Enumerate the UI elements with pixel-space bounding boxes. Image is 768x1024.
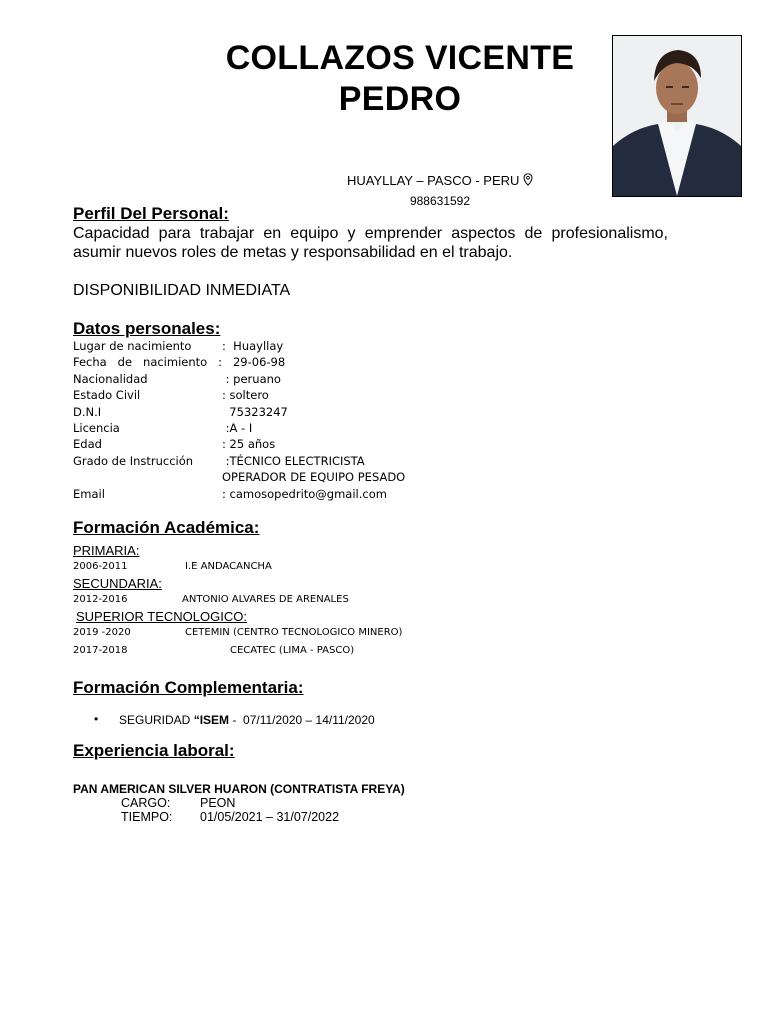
datos-value-grado-2: OPERADOR DE EQUIPO PESADO <box>222 470 406 485</box>
primaria-school: I.E ANDACANCHA <box>185 561 272 572</box>
phone-number: 988631592 <box>409 194 471 208</box>
complementaria-item-prefix: SEGURIDAD <box>119 713 194 727</box>
tiempo-value: 01/05/2021 – 31/07/2022 <box>200 810 340 824</box>
cargo-value: PEON <box>200 796 236 810</box>
datos-label-nacionalidad: Nacionalidad <box>73 371 148 386</box>
secundaria-school: ANTONIO ALVARES DE ARENALES <box>182 594 349 605</box>
perfil-text-line-2: asumir nuevos roles de metas y responsabilidad en el trabajo. <box>73 244 513 261</box>
secundaria-label: SECUNDARIA: <box>73 576 162 591</box>
datos-heading: Datos personales: <box>73 319 221 338</box>
datos-value-estado-civil: : soltero <box>222 388 269 403</box>
primaria-label: PRIMARIA: <box>73 543 140 558</box>
datos-value-edad: : 25 años <box>222 437 276 452</box>
datos-label-estado-civil: Estado Civil <box>73 388 141 403</box>
datos-value-dni: 75323247 <box>222 404 288 419</box>
location-pin-icon <box>523 173 533 188</box>
datos-value-nacionalidad: : peruano <box>222 371 281 386</box>
superior-2-years: 2017-2018 <box>73 645 128 656</box>
name-line-1: COLLAZOS VICENTE <box>225 39 575 77</box>
profile-photo <box>612 35 742 197</box>
datos-value-fecha: 29-06-98 <box>222 355 286 370</box>
datos-value-licencia: :A - I <box>222 421 253 435</box>
cargo-label: CARGO: <box>121 796 171 810</box>
datos-label-fecha: Fecha de nacimiento : <box>73 355 223 370</box>
availability-text: DISPONIBILIDAD INMEDIATA <box>73 282 291 299</box>
datos-label-dni: D.N.I <box>73 404 102 419</box>
superior-label: SUPERIOR TECNOLOGICO: <box>76 609 247 624</box>
datos-value-email: : camosopedrito@gmail.com <box>222 486 387 501</box>
name-line-2: PEDRO <box>338 80 462 118</box>
superior-1-school: CETEMIN (CENTRO TECNOLOGICO MINERO) <box>185 627 403 638</box>
datos-value-lugar: : Huayllay <box>222 339 284 353</box>
primaria-years: 2006-2011 <box>73 561 128 572</box>
complementaria-bullet: • <box>94 712 99 726</box>
experiencia-heading: Experiencia laboral: <box>73 741 235 760</box>
datos-label-email: Email <box>73 486 105 501</box>
complementaria-heading: Formación Complementaria: <box>73 678 304 697</box>
datos-label-edad: Edad <box>73 437 102 452</box>
datos-label-grado: Grado de Instrucción <box>73 453 194 468</box>
superior-2-school: CECATEC (LIMA - PASCO) <box>230 645 355 656</box>
experiencia-company: PAN AMERICAN SILVER HUARON (CONTRATISTA FREYA) <box>73 782 405 796</box>
datos-label-lugar: Lugar de nacimiento <box>73 339 192 353</box>
complementaria-item-rest: - 07/11/2020 – 14/11/2020 <box>229 713 375 727</box>
candidate-name <box>190 38 610 120</box>
perfil-text-line-1: Capacidad para trabajar en equipo y emprender aspectos de profesionalismo, <box>73 225 668 242</box>
perfil-heading: Perfil Del Personal: <box>73 204 229 223</box>
formacion-heading: Formación Académica: <box>73 518 260 537</box>
location-text: HUAYLLAY – PASCO - PERU <box>346 173 520 188</box>
secundaria-years: 2012-2016 <box>73 594 128 605</box>
complementaria-item <box>119 713 375 727</box>
datos-list <box>0 338 768 508</box>
tiempo-label: TIEMPO: <box>121 810 173 824</box>
location-line <box>300 173 580 188</box>
datos-value-grado: :TÉCNICO ELECTRICISTA <box>222 453 365 468</box>
profile-photo-image <box>613 36 741 196</box>
complementaria-item-bold: “ISEM <box>193 713 230 727</box>
datos-label-licencia: Licencia <box>73 421 120 435</box>
superior-1-years: 2019 -2020 <box>73 627 131 638</box>
